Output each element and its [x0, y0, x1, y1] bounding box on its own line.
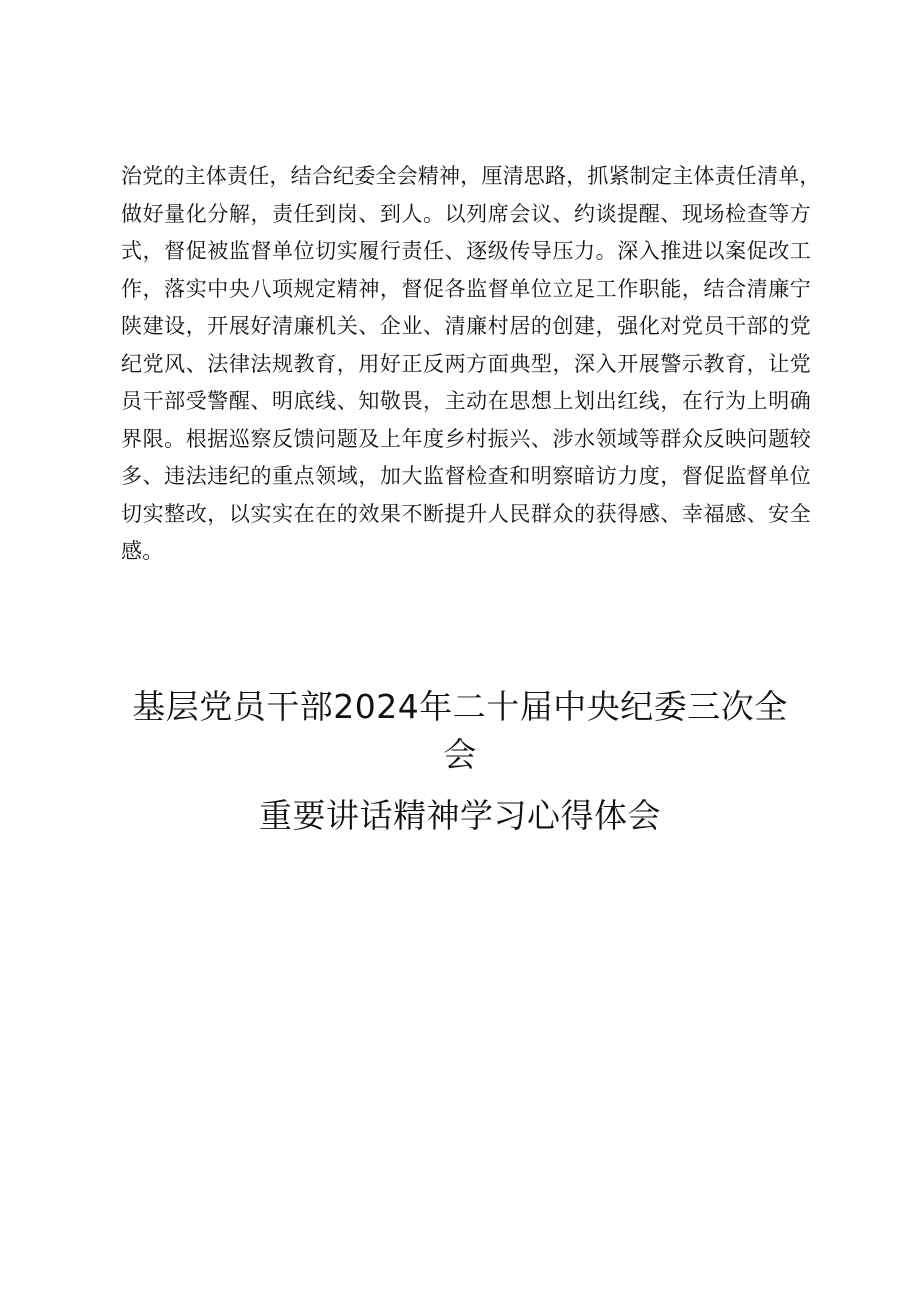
document-title — [100, 683, 820, 840]
body-paragraph — [121, 158, 821, 571]
paragraph-line: 切实整改，以实实在在的效果不断提升人民群众的获得感、幸福感、安全 — [121, 501, 811, 526]
paragraph-line: 作，落实中央八项规定精神，督促各监督单位立足工作职能，结合清廉宁 — [121, 276, 811, 301]
paragraph-line: 做好量化分解，责任到岗、到人。以列席会议、约谈提醒、现场检查等方 — [121, 201, 811, 226]
paragraph-line: 员干部受警醒、明底线、知敬畏，主动在思想上划出红线，在行为上明确 — [121, 389, 811, 413]
title-line: 会 — [443, 735, 477, 774]
title-line: 重要讲话精神学习心得体会 — [259, 796, 661, 835]
paragraph-line: 纪党风、法律法规教育，用好正反两方面典型，深入开展警示教育，让党 — [121, 351, 811, 376]
paragraph-line: 治党的主体责任，结合纪委全会精神，厘清思路，抓紧制定主体责任清单， — [121, 164, 821, 188]
paragraph-line: 陕建设，开展好清廉机关、企业、清廉村居的创建，强化对党员干部的党 — [121, 314, 811, 338]
paragraph-line: 式，督促被监督单位切实履行责任、逐级传导压力。深入推进以案促改工 — [121, 239, 811, 263]
paragraph-line: 界限。根据巡察反馈问题及上年度乡村振兴、涉水领域等群众反映问题较 — [121, 426, 811, 451]
title-line: 基层党员干部2024年二十届中央纪委三次全 — [132, 687, 788, 726]
paragraph-line: 多、违法违纪的重点领域，加大监督检查和明察暗访力度，督促监督单位 — [121, 464, 811, 488]
paragraph-line: 感。 — [121, 539, 164, 563]
